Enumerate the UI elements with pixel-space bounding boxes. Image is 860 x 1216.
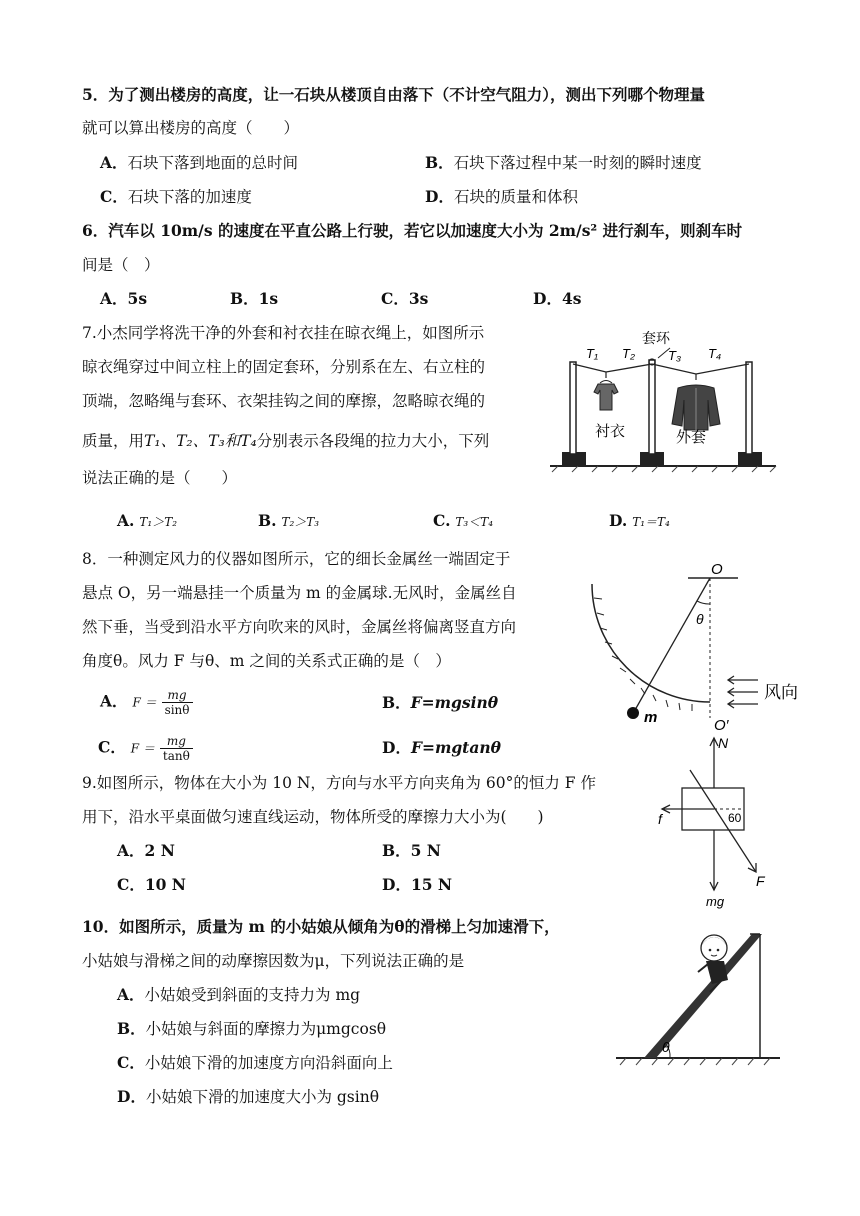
q8-option-c-fraction: $\frac{mg}{\tan\theta}$ [160,734,193,763]
q7-option-d[interactable]: D. T₁＝T₄ [609,511,670,530]
q8-wind-label: 风向 [764,683,798,702]
q8-option-a-fraction: $\frac{mg}{\sin\theta}$ [162,688,193,717]
q7-option-c[interactable]: C. T₃＜T₄ [433,511,494,530]
q7-jacket-label: 外套 [676,429,707,446]
q8-option-c[interactable]: C． F ＝ $\frac{mg}{\tan\theta}$ [98,734,193,763]
q7-label-t3: T₃ [668,348,682,363]
girl-icon [698,935,728,992]
q9-normal-force-label: N [718,735,729,751]
q7-stem-line2: 晾衣绳穿过中间立柱上的固定套环，分别系在左、右立柱的 [82,358,486,376]
q9-option-a[interactable]: A．2 N [117,841,175,860]
q8-pendulum-figure [586,558,816,748]
wind-arrows-icon [728,676,758,708]
q8-point-o-prime: O′ [714,717,729,734]
q6-option-a[interactable]: A．5s [100,289,148,308]
q10-option-c[interactable]: C．小姑娘下滑的加速度方向沿斜面向上 [117,1053,393,1072]
q5-stem-line2: 就可以算出楼房的高度（ ） [82,119,300,137]
q8-stem-line2: 悬点 O，另一端悬挂一个质量为 m 的金属球.无风时，金属丝自 [82,584,517,602]
q7-stem-line5: 说法正确的是（ ） [82,469,238,487]
q7-option-a[interactable]: A. T₁＞T₂ [117,511,178,530]
q10-theta-label: θ [662,1039,670,1055]
q6-stem-line2: 间是（ ） [82,256,160,274]
q6-option-c[interactable]: C．3s [381,289,429,308]
q9-stem-line2: 用下，沿水平桌面做匀速直线运动，物体所受的摩擦力大小为( ) [82,808,544,826]
q9-friction-label: f [658,811,662,827]
q8-theta-label: θ [696,611,704,627]
q8-option-d[interactable]: D．F=mgtanθ [382,738,501,757]
q7-stem-line4: 质量，用T₁、T₂、T₃和T₄分别表示各段绳的拉力大小，下列 [82,432,490,450]
q10-option-d[interactable]: D．小姑娘下滑的加速度大小为 gsinθ [117,1087,380,1106]
q7-clothesline-figure [548,328,778,473]
q6-stem-line1: 6．汽车以 10m/s 的速度在平直公路上行驶，若它以加速度大小为 2m/s² 进行刹车，则刹车时 [82,221,743,240]
q9-option-c[interactable]: C．10 N [117,875,186,894]
shirt-icon [594,384,618,410]
q6-option-d[interactable]: D．4s [533,289,582,308]
q7-label-t1: T₁ [586,346,599,361]
q7-shirt-label: 衬衣 [595,423,626,440]
q5-option-c[interactable]: C．石块下落的加速度 [100,187,252,206]
q8-option-a[interactable]: A． F ＝ $\frac{mg}{\sin\theta}$ [100,688,193,717]
q9-angle-label: 60 [728,811,742,825]
q9-weight-label: mg [706,894,725,909]
q8-point-o: O [711,561,723,578]
q8-stem-line4: 角度θ。风力 F 与θ、m 之间的关系式正确的是（ ） [82,652,451,670]
q8-mass-label: m [644,709,658,726]
q8-stem-line1: 8．一种测定风力的仪器如图所示，它的细长金属丝一端固定于 [82,550,511,568]
q6-option-b[interactable]: B．1s [230,289,279,308]
q10-stem-line2: 小姑娘与滑梯之间的动摩擦因数为μ，下列说法正确的是 [82,952,465,970]
q10-stem-line1: 10．如图所示，质量为 m 的小姑娘从倾角为θ的滑梯上匀加速滑下， [82,917,560,936]
q10-option-a[interactable]: A．小姑娘受到斜面的支持力为 mg [117,985,361,1004]
q10-option-b[interactable]: B．小姑娘与斜面的摩擦力为μmgcosθ [117,1019,387,1038]
q7-option-b[interactable]: B. T₂＞T₃ [258,511,320,530]
q5-option-b[interactable]: B．石块下落过程中某一时刻的瞬时速度 [425,153,702,172]
q9-stem-line1: 9.如图所示，物体在大小为 10 N，方向与水平方向夹角为 60°的恒力 F 作 [82,774,596,792]
q5-option-a[interactable]: A．石块下落到地面的总时间 [100,153,299,172]
q9-force-diagram [650,730,780,910]
q7-stem-line1: 7.小杰同学将洗干净的外套和衬衣挂在晾衣绳上，如图所示 [82,324,485,342]
q7-ring-label: 套环 [642,330,670,346]
q9-option-d[interactable]: D．15 N [382,875,453,894]
q7-label-t4: T₄ [708,346,722,361]
q9-applied-force-label: F [756,873,765,889]
q5-stem-line1: 5．为了测出楼房的高度，让一石块从楼顶自由落下（不计空气阻力），测出下列哪个物理量 [82,85,706,104]
q8-stem-line3: 然下垂，当受到沿水平方向吹来的风时，金属丝将偏离竖直方向 [82,618,517,636]
q7-stem-line3: 顶端，忽略绳与套环、衣架挂钩之间的摩擦，忽略晾衣绳的 [82,392,486,410]
q9-option-b[interactable]: B．5 N [382,841,441,860]
q8-option-b[interactable]: B．F=mgsinθ [382,693,499,712]
q10-slide-figure [610,920,790,1070]
q7-label-t2: T₂ [622,346,635,361]
q5-option-d[interactable]: D．石块的质量和体积 [425,187,578,206]
